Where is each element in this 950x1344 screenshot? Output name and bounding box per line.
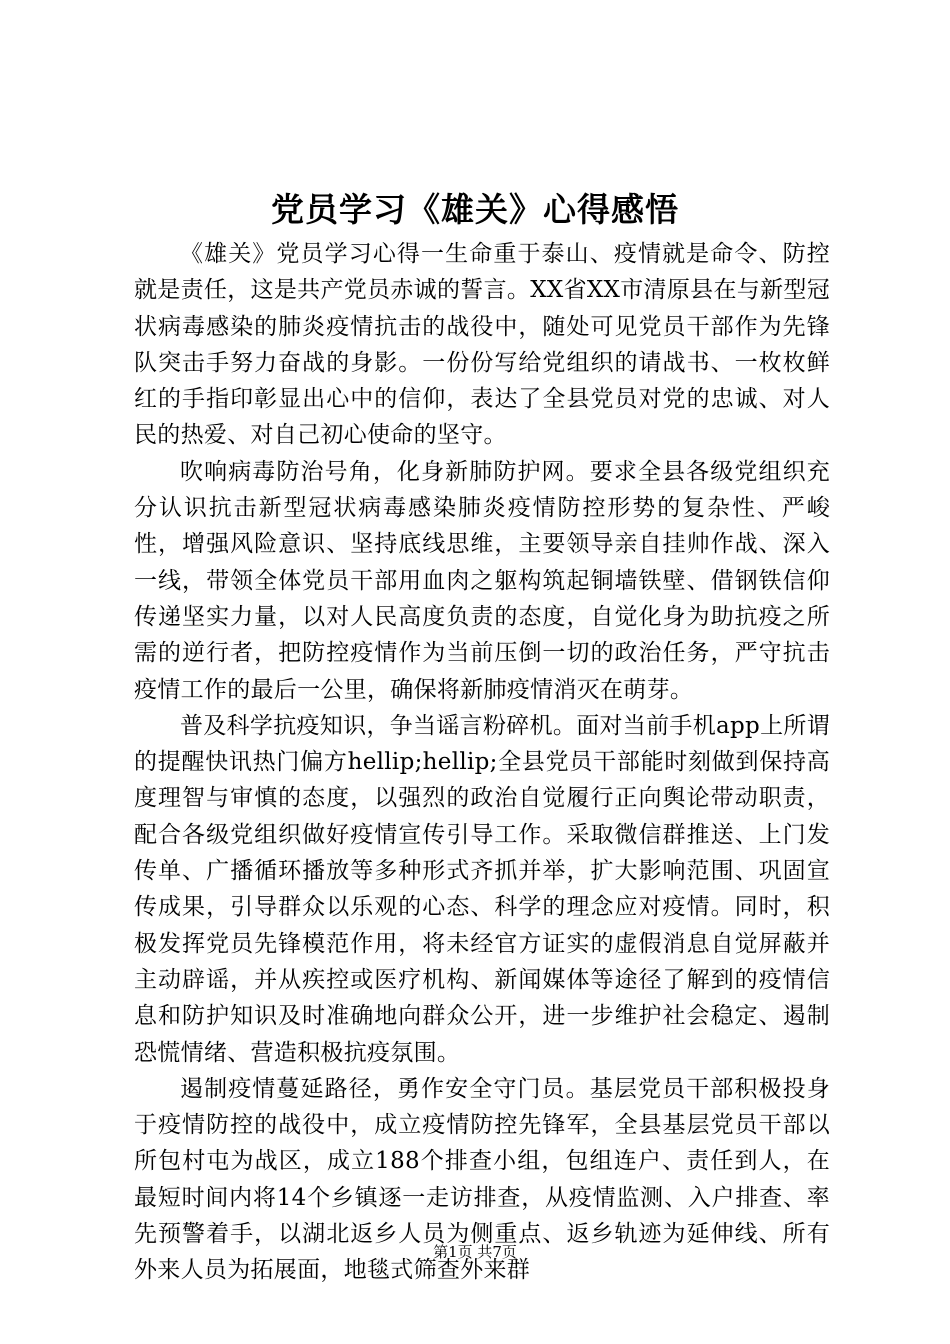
page-footer: 第1页 共7页 xyxy=(433,1243,517,1261)
paragraph-4: 遏制疫情蔓延路径，勇作安全守门员。基层党员干部积极投身于疫情防控的战役中，成立疫情防控先锋军，全县基层党员干部以所包村屯为战区，成立188个排查小组，包组连户、责任到人，在最短时间内将14个乡镇逐一走访排查，从疫情监测、入户排查、率先预警着手，以湖北返乡人员为侧重点、返乡轨迹为延伸线、所有外来人员为拓展面，地毯式筛查外来群 xyxy=(134,1075,830,1284)
document-title: 党员学习《雄关》心得感悟 xyxy=(271,190,679,229)
paragraph-2: 吹响病毒防治号角，化身新肺防护网。要求全县各级党组织充分认识抗击新型冠状病毒感染肺炎疫情防控形势的复杂性、严峻性，增强风险意识、坚持底线思维，主要领导亲自挂帅作战、深入一线，带领全体党员干部用血肉之躯构筑起铜墙铁壁、借钢铁信仰传递坚实力量，以对人民高度负责的态度，自觉化身为助抗疫之所需的逆行者，把防控疫情作为当前压倒一切的政治任务，严守抗击疫情工作的最后一公里，确保将新肺疫情消灭在萌芽。 xyxy=(134,458,830,703)
paragraph-1: 《雄关》党员学习心得一生命重于泰山、疫情就是命令、防控就是责任，这是共产党员赤诚的誓言。XX省XX市清原县在与新型冠状病毒感染的肺炎疫情抗击的战役中，随处可见党员干部作为先锋队突击手努力奋战的身影。一份份写给党组织的请战书、一枚枚鲜红的手指印彰显出心中的信仰，表达了全县党员对党的忠诚、对人民的热爱、对自己初心使命的坚守。 xyxy=(134,241,830,449)
paragraph-3: 普及科学抗疫知识，争当谣言粉碎机。面对当前手机app上所谓的提醒快讯热门偏方hellip;hellip;全县党员干部能时刻做到保持高度理智与审慎的态度，以强烈的政治自觉履行正向舆论带动职责，配合各级党组织做好疫情宣传引导工作。采取微信群推送、上门发传单、广播循环播放等多种形式齐抓并举，扩大影响范围、巩固宣传成果，引导群众以乐观的心态、科学的理念应对疫情。同时，积极发挥党员先锋模范作用，将未经官方证实的虚假消息自觉屏蔽并主动辟谣，并从疾控或医疗机构、新闻媒体等途径了解到的疫情信息和防护知识及时准确地向群众公开，进一步维护社会稳定、遏制恐慌情绪、营造积极抗疫氛围。 xyxy=(134,712,830,1066)
document-body xyxy=(134,236,830,1289)
